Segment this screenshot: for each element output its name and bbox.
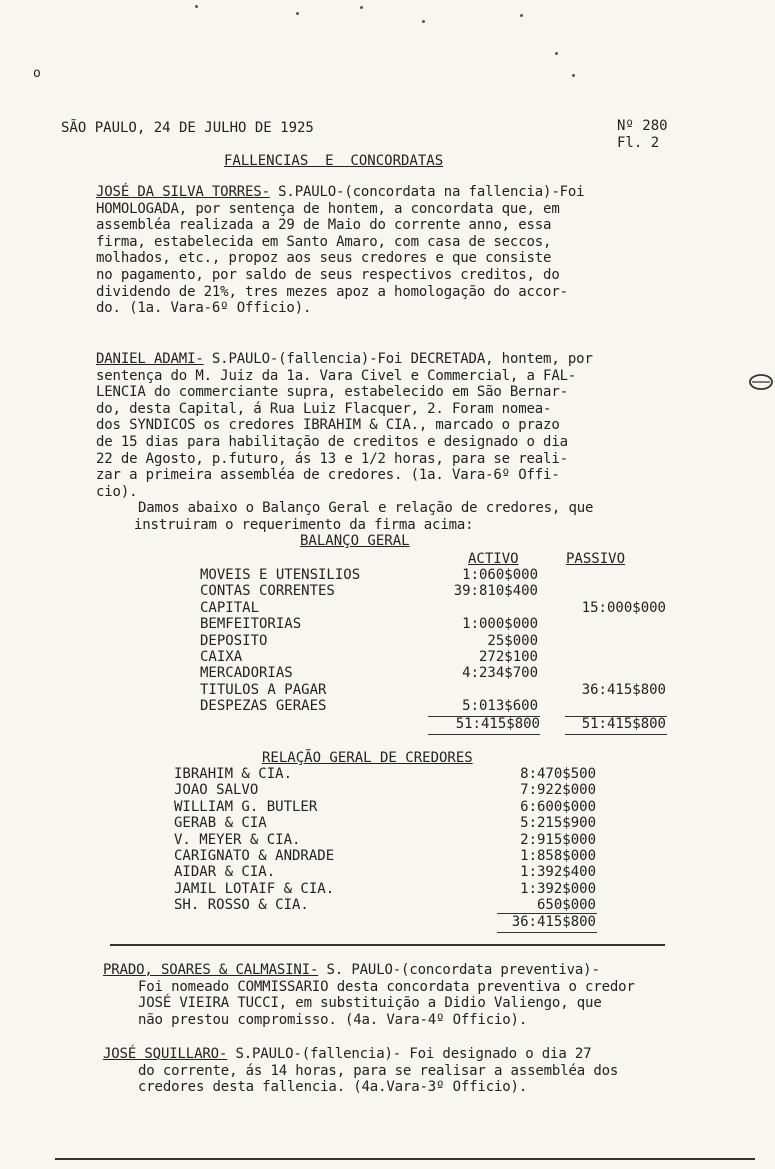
- balance-row-activo: 1:000$000: [462, 616, 538, 633]
- activo-total: 51:415$800: [455, 716, 540, 732]
- balance-row-activo: 1:060$000: [462, 567, 538, 583]
- balance-intro: [134, 500, 594, 533]
- balance-row-activo: 25$000: [487, 632, 538, 649]
- balance-row-label: MERCADORIAS: [200, 665, 293, 682]
- entry-line: JOSÉ VIEIRA TUCCI, em substituição a Didio Valiengo, que: [138, 995, 602, 1012]
- balance-row-passivo: 36:415$800: [581, 681, 666, 698]
- ink-stamp-icon: [748, 372, 774, 392]
- balance-row-label: CAPITAL: [200, 599, 260, 616]
- entry-line: firma, estabelecida em Santo Amaro, com casa de seccos,: [96, 233, 552, 250]
- entry-line: dividendo de 21%, tres mezes apoz a homologação do accor-: [96, 283, 568, 300]
- entry-name: JOSÉ SQUILLARO-: [103, 1046, 228, 1062]
- creditor-amount: 6:600$000: [520, 798, 596, 815]
- creditor-amount: 1:392$000: [520, 880, 596, 897]
- entry-daniel-adami: [96, 351, 593, 500]
- creditors-double-rule: [497, 932, 597, 933]
- balance-row-activo: 4:234$700: [462, 665, 538, 682]
- entry-line: do corrente, ás 14 horas, para se realisar a assembléa dos: [138, 1062, 619, 1079]
- entry-line: do, desta Capital, á Rua Luiz Flacquer, 2. Foram nomea-: [96, 400, 552, 417]
- creditor-name: CARIGNATO & ANDRADE: [174, 848, 335, 864]
- col-passivo-header: PASSIVO: [566, 551, 626, 567]
- balance-row-label: DEPOSITO: [200, 632, 268, 649]
- col-activo-header: ACTIVO: [468, 551, 519, 567]
- entry-line: cio).: [96, 483, 138, 500]
- entry-line: S.PAULO-(fallencia)- Foi designado o dia 27: [227, 1046, 592, 1062]
- entry-line: molhados, etc., propoz aos seus credores e que consiste: [96, 250, 552, 267]
- passivo-total: 51:415$800: [581, 716, 666, 732]
- creditor-amount: 7:922$000: [520, 782, 596, 799]
- entry-line: 22 de Agosto, p.futuro, ás 13 e 1/2 horas, para se reali-: [96, 450, 568, 467]
- entry-line: de 15 dias para habilitação de creditos e designado o dia: [96, 433, 568, 450]
- balance-title: BALANÇO GERAL: [300, 533, 410, 549]
- entry-line: do. (1a. Vara-6º Officio).: [96, 300, 312, 317]
- footer-rule: [55, 1158, 755, 1160]
- entry-line: S.PAULO-(fallencia)-Foi DECRETADA, hontem, por: [203, 351, 593, 367]
- folio-number: Fl. 2: [617, 135, 660, 151]
- creditor-name: V. MEYER & CIA.: [174, 831, 301, 848]
- creditor-name: AIDAR & CIA.: [174, 864, 276, 881]
- activo-double-rule: [428, 734, 540, 735]
- balance-row-label: CAIXA: [200, 649, 243, 665]
- balance-row-label: MOVEIS E UTENSILIOS: [200, 567, 361, 583]
- entry-line: no pagamento, por saldo de seus respectivos creditos, do: [96, 266, 560, 283]
- creditor-amount: 650$000: [536, 897, 596, 914]
- creditor-amount: 5:215$900: [520, 815, 596, 832]
- entry-line: HOMOLOGADA, por sentença de hontem, a concordata que, em: [96, 200, 560, 217]
- entry-line: não prestou compromisso. (4a. Vara-4º Officio).: [138, 1011, 528, 1028]
- creditor-amount: 1:392$400: [520, 864, 596, 881]
- date-line: SÃO PAULO, 24 DE JULHO DE 1925: [61, 120, 314, 136]
- entry-line: Foi nomeado COMMISSARIO desta concordata preventiva o credor: [138, 978, 635, 995]
- entry-jose-squillaro: [103, 1046, 618, 1096]
- balance-row-label: CONTAS CORRENTES: [200, 583, 335, 600]
- entry-line: S. PAULO-(concordata preventiva)-: [318, 962, 600, 978]
- passivo-double-rule: [565, 734, 667, 735]
- creditor-name: JAMIL LOTAIF & CIA.: [174, 880, 335, 897]
- entry-line: S.PAULO-(concordata na fallencia)-Foi: [269, 184, 585, 200]
- creditor-amount: 8:470$500: [520, 766, 596, 782]
- balance-row-label: TITULOS A PAGAR: [200, 681, 327, 698]
- creditor-amount: 1:858$000: [520, 848, 596, 864]
- entry-line: assembléa realizada a 29 de Maio do corrente anno, essa: [96, 217, 552, 234]
- entry-name: PRADO, SOARES & CALMASINI-: [103, 962, 319, 978]
- entry-name: JOSÉ DA SILVA TORRES-: [96, 184, 270, 200]
- balance-row-activo: 5:013$600: [462, 698, 538, 715]
- balance-row-passivo: 15:000$000: [581, 599, 666, 616]
- balance-row-label: DESPEZAS GERAES: [200, 698, 327, 715]
- intro-line: Damos abaixo o Balanço Geral e relação de credores, que: [138, 500, 594, 516]
- creditor-amount: 2:915$000: [520, 831, 596, 848]
- creditors-total: 36:415$800: [511, 914, 596, 930]
- entry-line: sentença do M. Juiz da 1a. Vara Civel e Commercial, a FAL-: [96, 367, 577, 384]
- intro-line: instruiram o requerimento da firma acima:: [134, 516, 474, 533]
- entry-name: DANIEL ADAMI-: [96, 351, 204, 367]
- creditors-title: RELAÇÃO GERAL DE CREDORES: [262, 750, 473, 766]
- creditor-name: WILLIAM G. BUTLER: [174, 798, 318, 815]
- entry-line: LENCIA do commerciante supra, estabelecido em São Bernar-: [96, 384, 568, 401]
- balance-row-activo: 272$100: [478, 649, 538, 665]
- entry-jose-da-silva-torres: [96, 184, 584, 317]
- balance-row-label: BEMFEITORIAS: [200, 616, 302, 633]
- section-divider: [110, 944, 665, 946]
- issue-number: Nº 280: [617, 118, 668, 134]
- hole-punch-mark: o: [33, 66, 41, 81]
- section-title: FALLENCIAS E CONCORDATAS: [224, 153, 444, 169]
- creditor-name: IBRAHIM & CIA.: [174, 766, 293, 782]
- entry-line: zar a primeira assembléa de credores. (1a. Vara-6º Offi-: [96, 467, 560, 484]
- creditor-name: SH. ROSSO & CIA.: [174, 897, 309, 914]
- entry-line: dos SYNDICOS os credores IBRAHIM & CIA., marcado o prazo: [96, 417, 560, 434]
- creditor-name: JOAO SALVO: [174, 782, 259, 799]
- creditor-name: GERAB & CIA: [174, 815, 267, 832]
- entry-prado-soares-calmasini: [103, 962, 635, 1028]
- entry-line: credores desta fallencia. (4a.Vara-3º Officio).: [138, 1079, 528, 1096]
- balance-row-activo: 39:810$400: [453, 583, 538, 600]
